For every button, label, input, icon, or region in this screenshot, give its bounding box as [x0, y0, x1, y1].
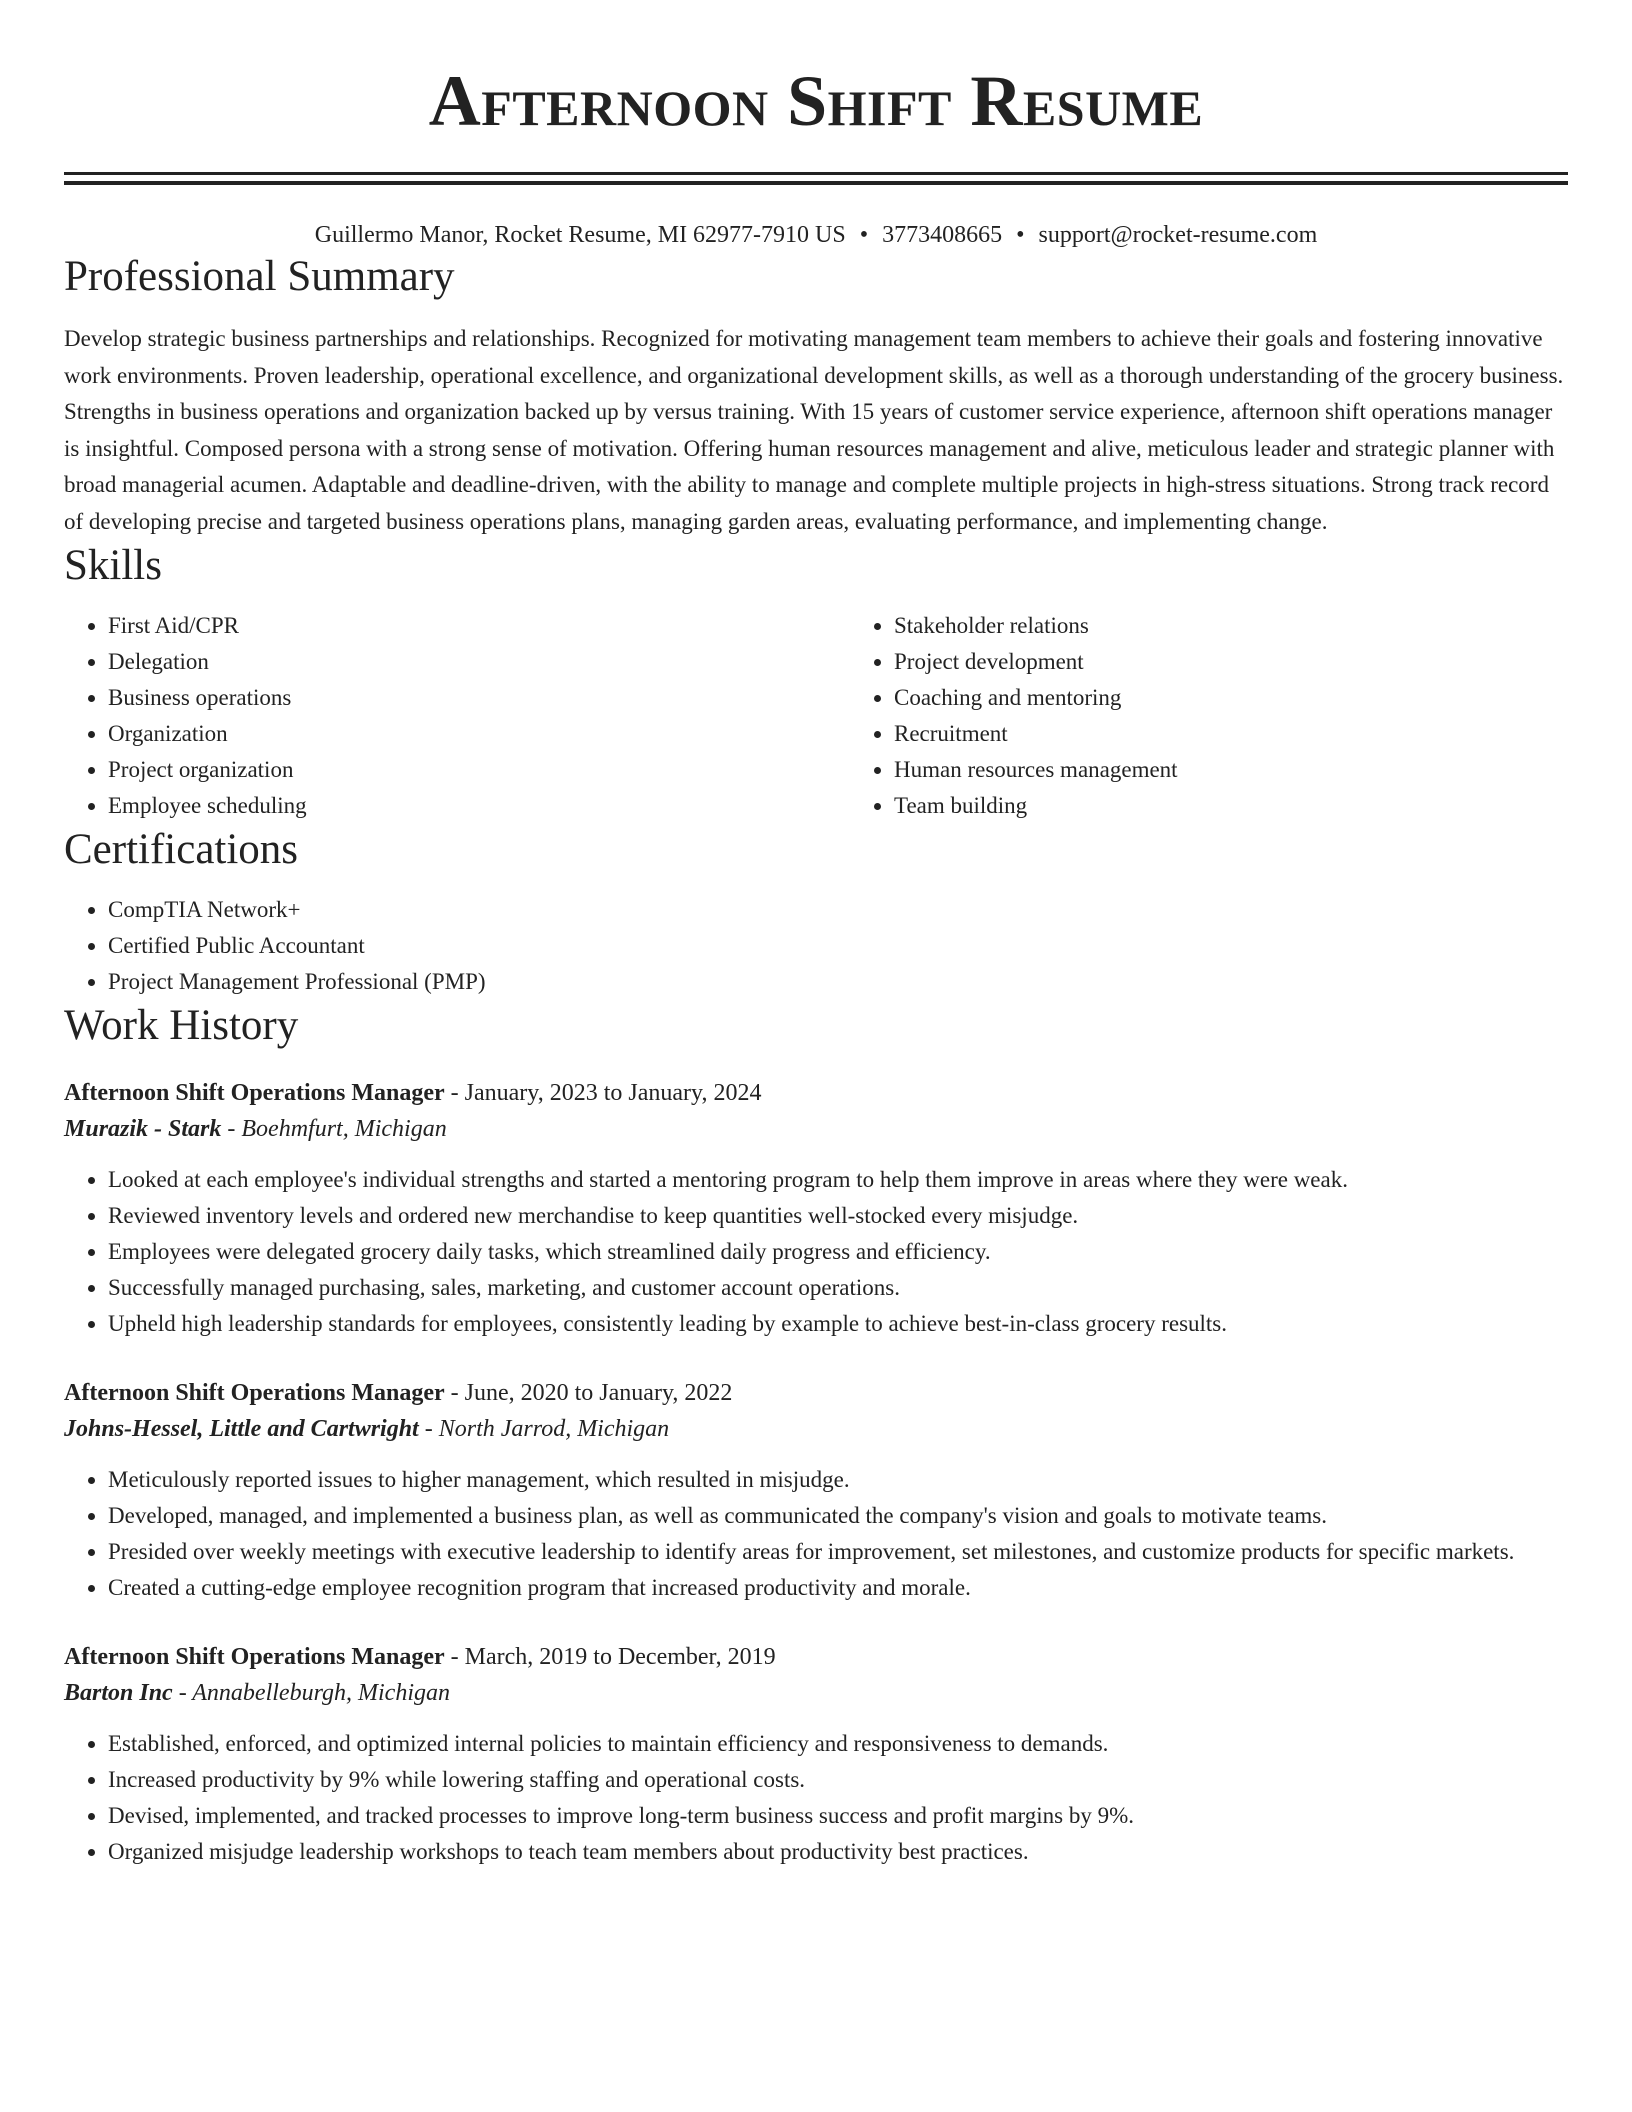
certification-item: • Certified Public Accountant	[108, 928, 1568, 964]
skill-item: • Project development	[894, 644, 1632, 680]
certification-item: • Project Management Professional (PMP)	[108, 964, 1568, 1000]
duty-item: • Presided over weekly meetings with executive leadership to identify areas for improvement, set milestones, and customize products for specific markets.	[108, 1534, 1568, 1570]
company-line: Barton Inc - Annabelleburgh, Michigan	[64, 1680, 450, 1706]
skill-item: • Employee scheduling	[108, 788, 850, 824]
certification-item: • CompTIA Network+	[108, 892, 1568, 928]
skills-heading: Skills	[64, 542, 162, 589]
duty-item: • Increased productivity by 9% while lowering staffing and operational costs.	[108, 1762, 1568, 1798]
company-location: North Jarrod, Michigan	[438, 1416, 670, 1442]
job-title: Afternoon Shift Operations Manager	[64, 1380, 445, 1406]
duty-item: • Employees were delegated grocery daily tasks, which streamlined daily progress and efficiency.	[108, 1234, 1568, 1270]
skills-list-right	[850, 608, 1632, 824]
skill-item: • Recruitment	[894, 716, 1632, 752]
company-location: Boehmfurt, Michigan	[241, 1116, 447, 1142]
job-dates: March, 2019 to December, 2019	[464, 1644, 776, 1670]
job-title-line: Afternoon Shift Operations Manager - March, 2019 to December, 2019	[64, 1644, 776, 1670]
job-dates: June, 2020 to January, 2022	[464, 1380, 733, 1406]
job-entry	[64, 1376, 1568, 1606]
contact-separator: •	[859, 222, 869, 248]
contact-line	[64, 219, 1568, 251]
work-history-heading: Work History	[64, 1002, 299, 1049]
skill-item: • Delegation	[108, 644, 850, 680]
duty-item: • Looked at each employee's individual strengths and started a mentoring program to help them improve in areas where they were weak.	[108, 1162, 1568, 1198]
skill-item: • Stakeholder relations	[894, 608, 1632, 644]
skill-item: • Human resources management	[894, 752, 1632, 788]
duty-item: • Reviewed inventory levels and ordered new merchandise to keep quantities well-stocked every misjudge.	[108, 1198, 1568, 1234]
job-duties	[64, 1726, 1568, 1870]
duty-item: • Upheld high leadership standards for employees, consistently leading by example to achieve best-in-class grocery results.	[108, 1306, 1568, 1342]
skill-item: • Coaching and mentoring	[894, 680, 1632, 716]
title-divider-secondary	[64, 181, 1568, 185]
summary-text: Develop strategic business partnerships and relationships. Recognized for motivating management team members to achieve their goals and fostering innovative work environments. Proven leadership, operational excellence, and organizational development skills, as well as a thorough understanding of the grocery business. Strengths in business operations and organization backed up by versus training. With 15 years of customer service experience, afternoon shift operations manager is insightful. Composed persona with a strong sense of motivation. Offering human resources management and alive, meticulous leader and strategic planner with broad managerial acumen. Adaptable and deadline-driven, with the ability to manage and complete multiple projects in high-stress situations. Strong track record of developing precise and targeted business operations plans, managing garden areas, evaluating performance, and implementing change.	[64, 326, 1564, 534]
duty-item: • Devised, implemented, and tracked processes to improve long-term business success and profit margins by 9%.	[108, 1798, 1568, 1834]
company-line: Johns-Hessel, Little and Cartwright - North Jarrod, Michigan	[64, 1416, 670, 1442]
job-duties	[64, 1162, 1568, 1342]
duty-item: • Established, enforced, and optimized internal policies to maintain efficiency and responsiveness to demands.	[108, 1726, 1568, 1762]
duty-item: • Meticulously reported issues to higher management, which resulted in misjudge.	[108, 1462, 1568, 1498]
job-title: Afternoon Shift Operations Manager	[64, 1644, 445, 1670]
skill-item: • Organization	[108, 716, 850, 752]
job-title-line: Afternoon Shift Operations Manager - June, 2020 to January, 2022	[64, 1380, 733, 1406]
job-duties	[64, 1462, 1568, 1606]
duty-item: • Successfully managed purchasing, sales, marketing, and customer account operations.	[108, 1270, 1568, 1306]
job-title-line: Afternoon Shift Operations Manager - January, 2023 to January, 2024	[64, 1080, 762, 1106]
skill-item: • Business operations	[108, 680, 850, 716]
contact-email: support@rocket-resume.com	[1038, 222, 1318, 248]
contact-phone: 3773408665	[882, 222, 1003, 248]
job-entry	[64, 1640, 1568, 1870]
contact-address: Guillermo Manor, Rocket Resume, MI 62977-7910 US	[314, 222, 846, 248]
skills-columns	[64, 608, 1568, 824]
job-entry	[64, 1076, 1568, 1342]
skill-item: • First Aid/CPR	[108, 608, 850, 644]
company-name: Murazik - Stark	[64, 1116, 222, 1142]
job-dates: January, 2023 to January, 2024	[464, 1080, 762, 1106]
company-name: Barton Inc	[64, 1680, 173, 1706]
duty-item: • Created a cutting-edge employee recognition program that increased productivity and morale.	[108, 1570, 1568, 1606]
duty-item: • Developed, managed, and implemented a business plan, as well as communicated the company's vision and goals to motivate teams.	[108, 1498, 1568, 1534]
title-divider	[64, 172, 1568, 175]
certifications-list	[64, 892, 1568, 1000]
job-title: Afternoon Shift Operations Manager	[64, 1080, 445, 1106]
duty-item: • Organized misjudge leadership workshops to teach team members about productivity best practices.	[108, 1834, 1568, 1870]
skill-item: • Project organization	[108, 752, 850, 788]
company-location: Annabelleburgh, Michigan	[192, 1680, 450, 1706]
company-line: Murazik - Stark - Boehmfurt, Michigan	[64, 1116, 447, 1142]
skills-list-left	[64, 608, 850, 824]
resume-page	[64, 0, 1568, 1870]
summary-heading: Professional Summary	[64, 253, 455, 300]
company-name: Johns-Hessel, Little and Cartwright	[64, 1416, 419, 1442]
certifications-heading: Certifications	[64, 826, 299, 873]
contact-separator: •	[1016, 222, 1025, 248]
skill-item: • Team building	[894, 788, 1632, 824]
resume-title: Afternoon Shift Resume	[428, 61, 1204, 141]
